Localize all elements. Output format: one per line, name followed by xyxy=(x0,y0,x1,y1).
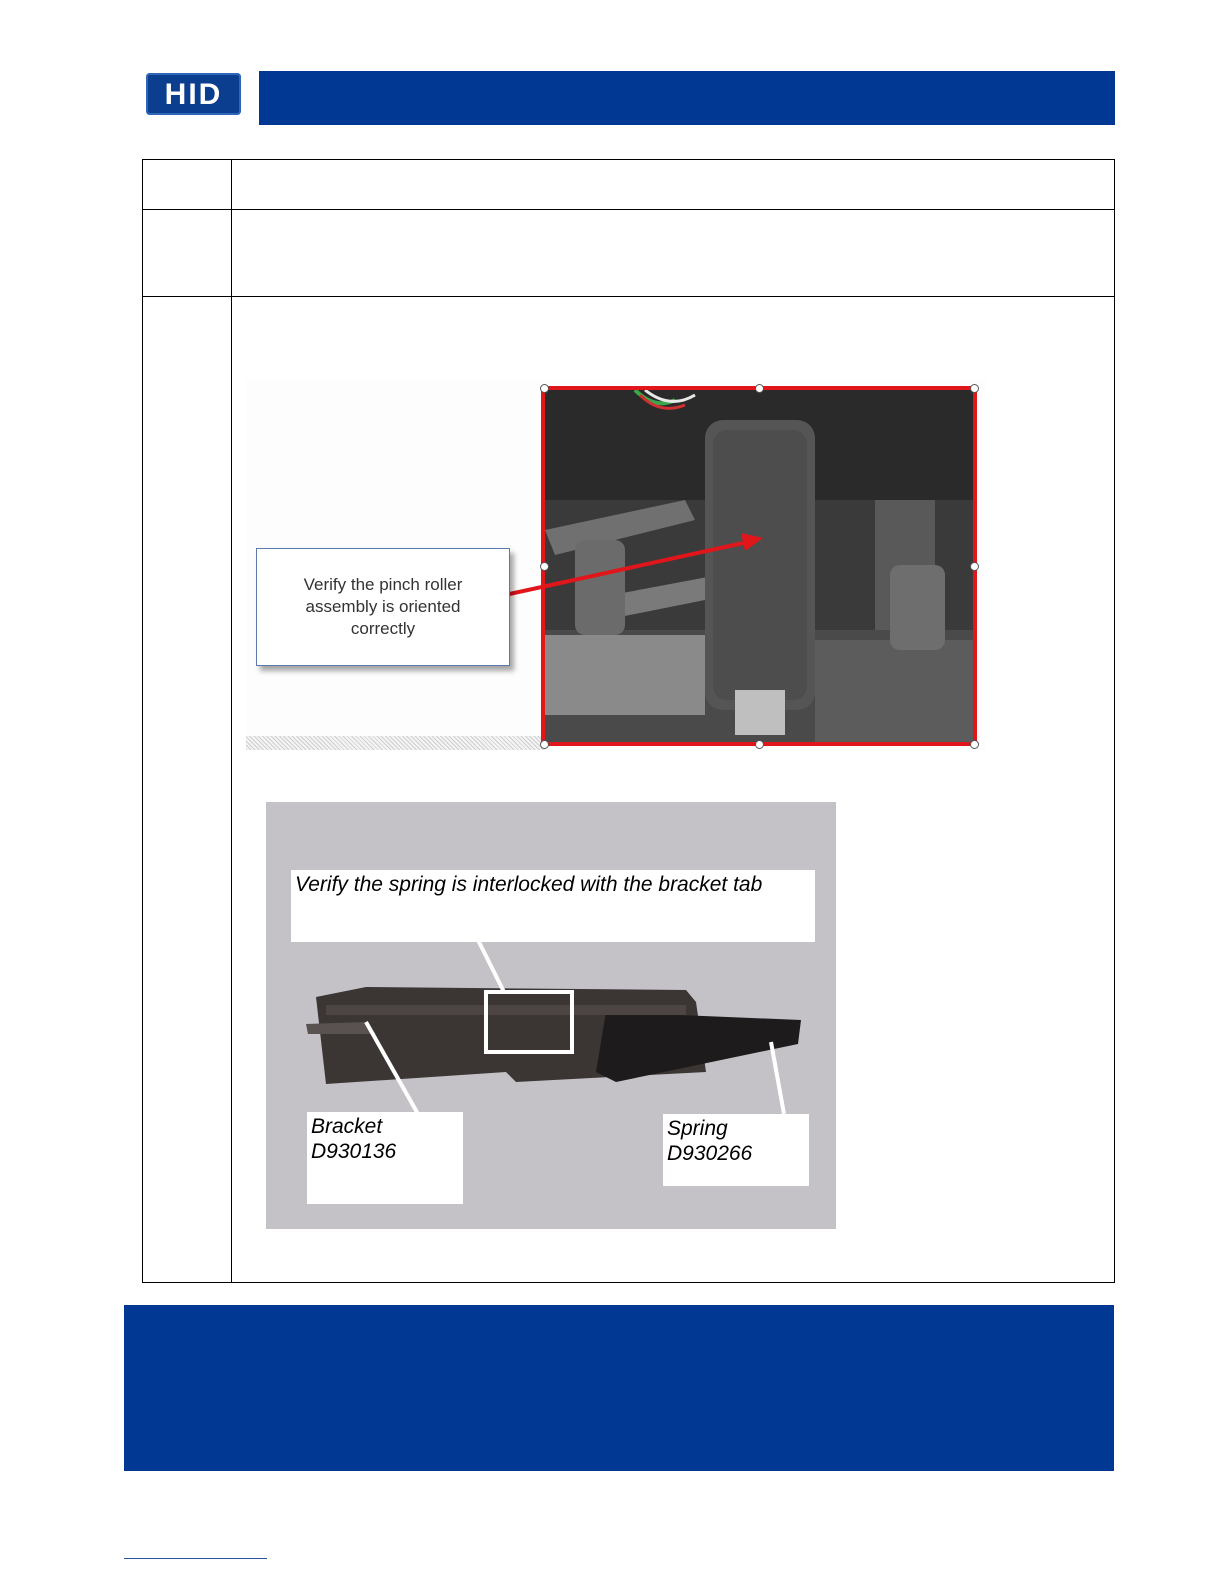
resize-handle xyxy=(755,740,764,749)
resize-handle xyxy=(970,562,979,571)
table-row-divider xyxy=(142,296,1115,297)
hid-logo xyxy=(146,73,241,115)
bracket-label: Bracket D930136 xyxy=(307,1112,463,1204)
spring-label: Spring D930266 xyxy=(663,1114,809,1186)
pinch-roller-illustration xyxy=(545,390,973,742)
pinch-roller-callout xyxy=(256,548,510,666)
resize-handle xyxy=(970,384,979,393)
resize-handle xyxy=(540,384,549,393)
table-row-divider xyxy=(142,209,1115,210)
header-bar xyxy=(259,71,1115,125)
callout-arrow xyxy=(505,570,565,600)
spring-interlock-label: Verify the spring is interlocked with the bracket tab xyxy=(291,870,815,942)
resize-handle xyxy=(970,740,979,749)
resize-handle xyxy=(540,740,549,749)
table-column-divider xyxy=(231,159,232,1283)
pinch-roller-callout-text: Verify the pinch roller assembly is oriented correctly xyxy=(303,575,463,638)
footer-bar xyxy=(124,1305,1114,1471)
figure-edge-hatch xyxy=(246,736,546,750)
footer-rule xyxy=(124,1558,267,1559)
logo-text: HID xyxy=(164,78,223,111)
resize-handle xyxy=(755,384,764,393)
pinch-roller-photo xyxy=(541,386,977,746)
